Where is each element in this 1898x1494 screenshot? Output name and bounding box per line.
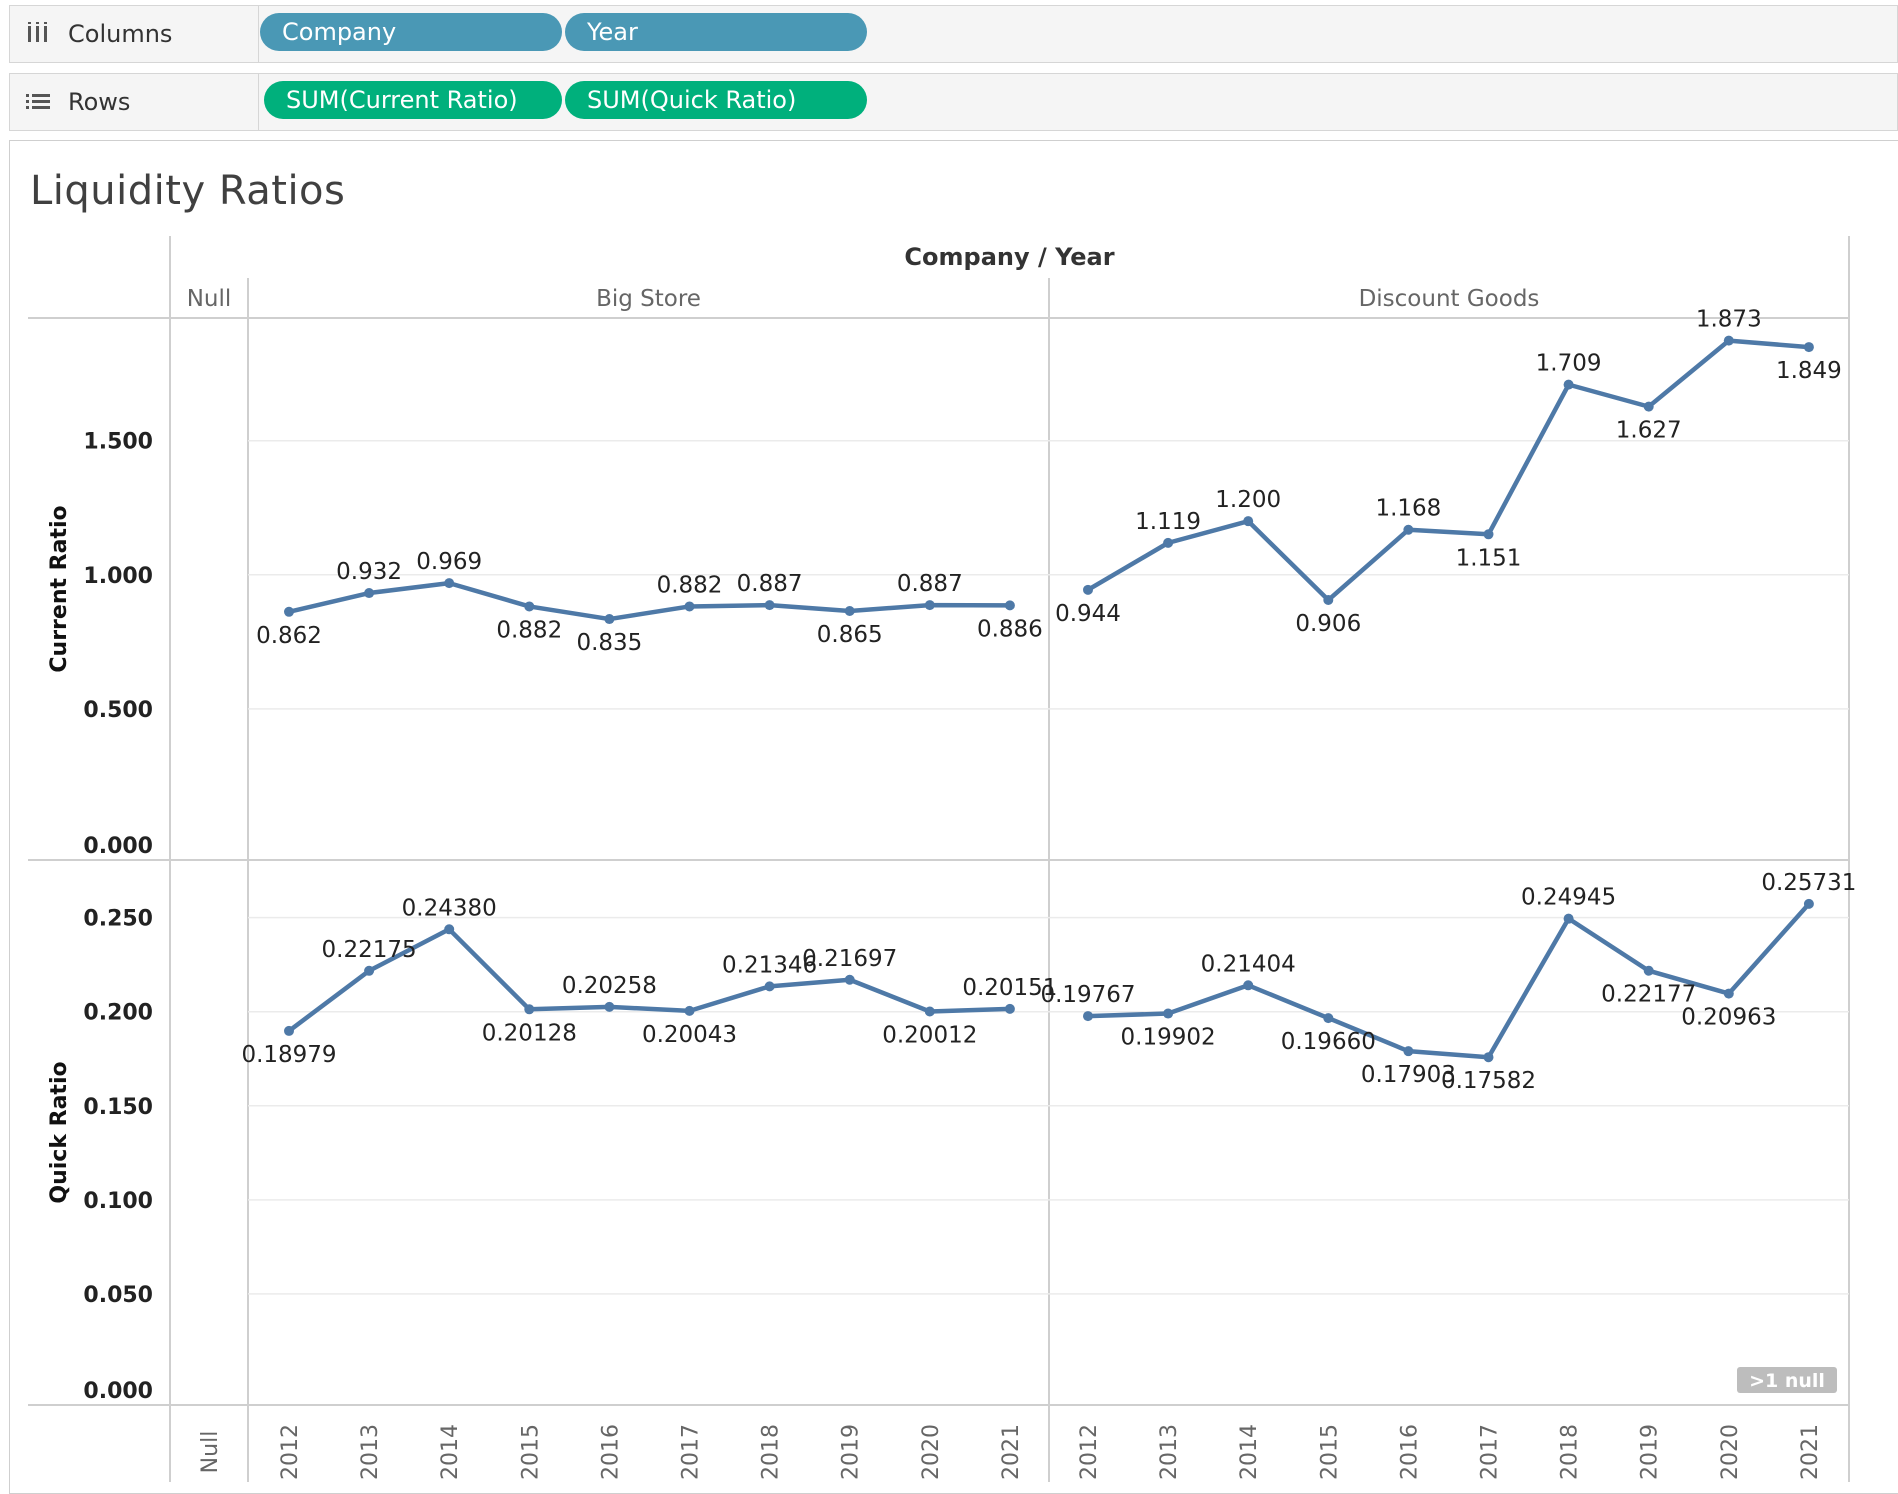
data-point: [845, 975, 855, 985]
x-tick-label: 2019: [1637, 1424, 1663, 1480]
data-label: 0.17582: [1440, 1068, 1537, 1095]
data-label: 0.21697: [802, 945, 898, 972]
data-point: [1005, 1004, 1015, 1014]
data-point: [1243, 980, 1253, 990]
data-label: 0.19767: [1040, 982, 1136, 1009]
data-label: 0.20012: [882, 1022, 978, 1049]
data-label: 0.969: [416, 549, 483, 576]
data-point: [1724, 336, 1734, 346]
x-tick-label: 2020: [918, 1424, 944, 1480]
data-point: [1403, 1046, 1413, 1056]
data-label: 1.709: [1535, 350, 1602, 377]
data-label: 0.24380: [401, 895, 497, 922]
y-tick-label-1-3: 0.150: [83, 1094, 153, 1120]
x-tick-label: 2014: [438, 1424, 464, 1480]
data-point: [364, 588, 374, 598]
x-tick-label: 2017: [1477, 1424, 1503, 1480]
data-point: [524, 1004, 534, 1014]
data-point: [604, 1002, 614, 1012]
data-point: [1564, 380, 1574, 390]
y-tick-label-0-0: 0.000: [83, 834, 153, 859]
data-point: [364, 966, 374, 976]
data-label: 0.862: [256, 622, 322, 649]
data-point: [1243, 516, 1253, 526]
data-point: [765, 600, 775, 610]
data-point: [1644, 402, 1654, 412]
view-title: Liquidity Ratios: [30, 168, 346, 214]
quick-ratio-pill[interactable]: SUM(Quick Ratio): [565, 81, 867, 119]
data-point: [284, 607, 294, 617]
data-label: 1.168: [1375, 495, 1442, 522]
x-tick-label: 2013: [1157, 1424, 1183, 1480]
data-label: 0.835: [576, 630, 643, 657]
x-tick-label: 2018: [1557, 1424, 1583, 1480]
y-tick-label-1-4: 0.200: [83, 1000, 153, 1026]
data-point: [444, 924, 454, 934]
data-point: [444, 578, 454, 588]
y-axes: [47, 430, 153, 1404]
x-tick-label: 2017: [678, 1424, 704, 1480]
data-label: 0.22175: [321, 936, 417, 963]
data-label: 0.20963: [1681, 1004, 1777, 1031]
data-label: 0.20258: [561, 972, 657, 999]
rows-label-text: Rows: [68, 88, 131, 116]
y-tick-label-1-0: 0.000: [83, 1379, 153, 1404]
data-point: [524, 601, 534, 611]
data-label: 0.887: [896, 571, 963, 598]
data-label: 0.906: [1295, 611, 1362, 638]
current-ratio-pill[interactable]: SUM(Current Ratio): [264, 81, 562, 119]
data-point: [685, 1006, 695, 1016]
x-tick-label: 2016: [1397, 1424, 1423, 1480]
data-label: 1.627: [1615, 417, 1682, 444]
data-point: [1644, 966, 1654, 976]
x-tick-label: 2015: [1317, 1424, 1343, 1480]
x-tick-label: 2021: [1797, 1424, 1823, 1480]
data-point: [1323, 1013, 1333, 1023]
header-null: Null: [186, 286, 232, 312]
data-label: 0.22177: [1601, 981, 1697, 1008]
y-tick-label-1-2: 0.100: [83, 1188, 153, 1214]
data-point: [1163, 538, 1173, 548]
data-label: 0.25731: [1761, 869, 1857, 896]
data-point: [845, 606, 855, 616]
data-point: [1323, 595, 1333, 605]
x-tick-label: 2015: [518, 1424, 544, 1480]
data-point: [1804, 899, 1814, 909]
header-discount-goods: Discount Goods: [1358, 286, 1540, 312]
y-tick-label-0-2: 1.000: [83, 563, 153, 589]
data-point: [1163, 1009, 1173, 1019]
data-point: [925, 600, 935, 610]
data-label: 1.873: [1695, 306, 1762, 333]
y-tick-label-1-1: 0.050: [83, 1282, 153, 1308]
year-pill[interactable]: Year: [565, 13, 867, 51]
data-label: 0.882: [496, 617, 563, 644]
data-point: [1484, 529, 1494, 539]
data-point: [1403, 525, 1413, 535]
y-axis-title-1: Quick Ratio: [47, 1061, 72, 1204]
series-line-discount-goods-0: [1088, 341, 1809, 600]
header-big-store: Big Store: [596, 286, 701, 312]
data-label: 0.17903: [1360, 1062, 1456, 1089]
data-label: 0.20151: [962, 974, 1058, 1001]
data-label: 0.21346: [722, 952, 818, 979]
data-point: [1564, 914, 1574, 924]
x-axis: [198, 1424, 1823, 1480]
y-tick-label-0-3: 1.500: [83, 429, 153, 455]
data-point: [284, 1026, 294, 1036]
x-tick-label: 2020: [1717, 1424, 1743, 1480]
data-label: 1.200: [1215, 487, 1282, 514]
header-title: Company / Year: [904, 243, 1115, 271]
columns-label-text: Columns: [68, 20, 173, 48]
data-point: [685, 601, 695, 611]
x-tick-label: 2014: [1237, 1424, 1263, 1480]
data-label: 1.119: [1135, 508, 1202, 535]
data-label: 0.21404: [1200, 951, 1296, 978]
data-label: 0.18979: [241, 1041, 337, 1068]
null-indicator-text: >1 null: [1749, 1370, 1825, 1392]
x-tick-null: Null: [198, 1430, 223, 1474]
data-label: 1.151: [1455, 545, 1522, 572]
x-tick-label: 2013: [358, 1424, 384, 1480]
x-tick-label: 2016: [598, 1424, 624, 1480]
data-point: [925, 1006, 935, 1016]
y-tick-label-0-1: 0.500: [83, 697, 153, 723]
data-point: [1804, 342, 1814, 352]
data-label: 0.20043: [641, 1021, 738, 1048]
company-pill[interactable]: Company: [260, 13, 562, 51]
data-point: [765, 981, 775, 991]
x-tick-label: 2012: [278, 1424, 303, 1480]
data-point: [1083, 1011, 1093, 1021]
x-tick-label: 2018: [758, 1424, 784, 1480]
null-indicator-badge[interactable]: [1737, 1367, 1837, 1393]
data-point: [1005, 600, 1015, 610]
y-axis-title-0: Current Ratio: [47, 505, 72, 673]
data-label: 0.882: [656, 572, 723, 599]
data-point: [1083, 585, 1093, 595]
column-headers: [187, 243, 1540, 312]
data-point: [604, 614, 614, 624]
y-tick-label-1-5: 0.250: [83, 906, 153, 932]
data-label: 0.24945: [1521, 884, 1617, 911]
data-label: 0.944: [1055, 600, 1121, 627]
chart-frame: [28, 236, 1849, 1482]
data-label: 1.849: [1775, 358, 1842, 385]
data-label: 0.887: [736, 571, 803, 598]
x-tick-label: 2021: [998, 1424, 1024, 1480]
data-point: [1724, 989, 1734, 999]
data-label: 0.932: [336, 559, 403, 586]
data-label: 0.886: [976, 616, 1043, 643]
data-label: 0.19660: [1280, 1029, 1376, 1056]
data-point: [1484, 1052, 1494, 1062]
x-tick-label: 2019: [838, 1424, 864, 1480]
data-label: 0.20128: [481, 1020, 577, 1047]
x-tick-label: 2012: [1077, 1424, 1102, 1480]
data-label: 0.19902: [1120, 1024, 1216, 1051]
data-label: 0.865: [816, 622, 883, 649]
